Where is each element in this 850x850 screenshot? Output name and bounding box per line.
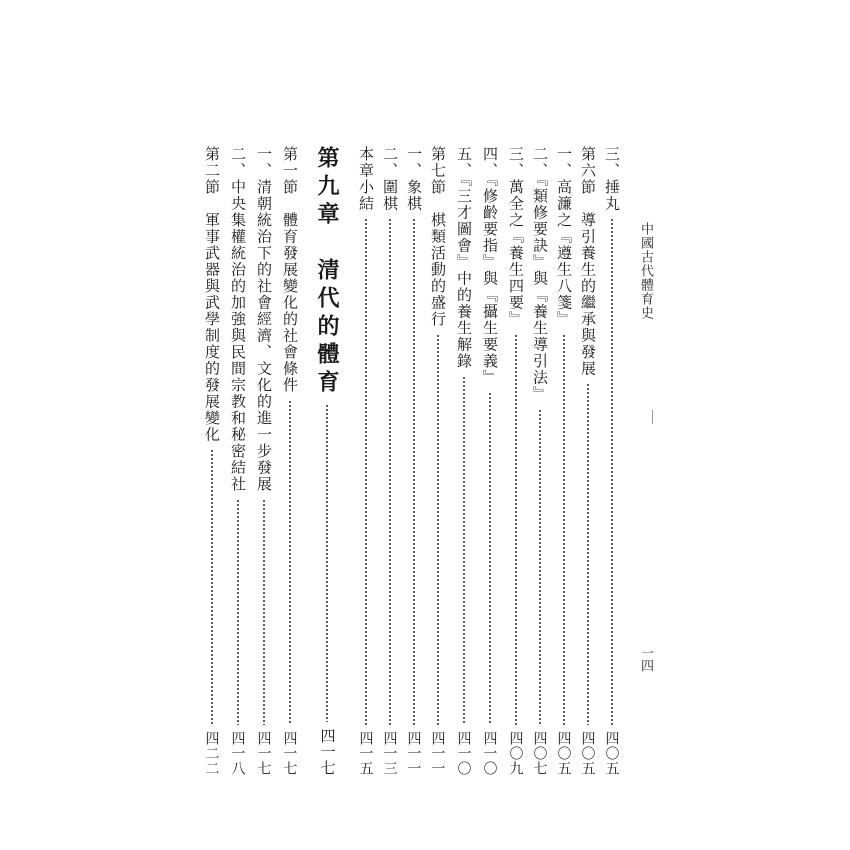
toc-entry (204, 146, 219, 776)
toc-entry-page: 四〇七 (531, 731, 548, 776)
toc-entry-title: 四、『修齡要指』與『攝生要義』 (481, 146, 499, 386)
toc-entry-title: 第七節 棋類活動的盛行 (429, 146, 447, 328)
toc-leader-dots (413, 218, 415, 725)
toc-chapter-title: 第九章 清代的體育 (314, 146, 340, 398)
toc-entry-title: 二、『類修要訣』與『養生導引法』 (531, 146, 549, 403)
toc-leader-dots (326, 404, 328, 722)
running-header-title: 中國古代體育史 (638, 222, 653, 320)
toc-chapter-entry (316, 146, 338, 776)
toc-entry-page: 四〇五 (555, 731, 572, 776)
toc-entry-title: 第六節 導引養生的繼承與發展 (579, 146, 597, 377)
toc-entry (604, 146, 619, 776)
toc-entry-page: 四一一 (405, 731, 422, 776)
margin-mark (652, 410, 653, 424)
toc-entry (456, 146, 471, 776)
toc-leader-dots (237, 499, 239, 726)
toc-leader-dots (539, 409, 541, 726)
toc-entry-title: 一、高濂之『遵生八箋』 (555, 146, 573, 328)
toc-entry-page: 四一七 (255, 731, 272, 776)
toc-entry (282, 146, 297, 776)
page-number: 一四 (638, 646, 653, 672)
toc-entry-page: 四〇九 (507, 731, 524, 776)
toc-entry (532, 146, 547, 776)
toc-entry-title: 第一節 體育發展變化的社會條件 (281, 146, 299, 394)
toc-entry-page: 四一七 (281, 731, 298, 776)
toc-entry-page: 四二二 (203, 731, 220, 776)
toc-leader-dots (211, 449, 213, 725)
toc-entry (382, 146, 397, 776)
toc-leader-dots (489, 392, 491, 725)
toc-entry-title: 三、捶丸 (603, 146, 621, 212)
toc-entry-page: 四一八 (229, 731, 246, 776)
toc-entry (508, 146, 523, 776)
toc-entry-page: 四〇五 (579, 731, 596, 776)
toc-entry-page: 四一五 (357, 731, 374, 776)
toc-entry-page: 四一〇 (481, 731, 498, 776)
toc-leader-dots (587, 383, 589, 725)
toc-entry (230, 146, 245, 776)
toc-entry (482, 146, 497, 776)
toc-entry (358, 146, 373, 776)
toc-entry (406, 146, 421, 776)
toc-entry (556, 146, 571, 776)
toc-entry-page: 四一一 (429, 731, 446, 776)
toc-entry-title: 二、中央集權統治的加強與民間宗教和秘密結社 (229, 146, 247, 493)
toc-leader-dots (515, 334, 517, 726)
toc-leader-dots (389, 218, 391, 725)
toc-entry-title: 二、圍棋 (381, 146, 399, 212)
toc-entry-page: 四一〇 (455, 731, 472, 776)
toc-entry (580, 146, 595, 776)
toc-leader-dots (611, 218, 613, 725)
toc-leader-dots (437, 334, 439, 726)
toc-leader-dots (365, 218, 367, 725)
toc-entry-title: 一、象棋 (405, 146, 423, 212)
toc-entry-title: 第二節 軍事武器與武學制度的發展變化 (203, 146, 221, 443)
toc-entry-page: 四一三 (381, 731, 398, 776)
toc-entry (430, 146, 445, 776)
toc-entry-title: 本章小結 (357, 146, 375, 212)
toc-leader-dots (289, 400, 291, 726)
toc-leader-dots (463, 376, 465, 726)
toc-leader-dots (563, 334, 565, 726)
toc-entry-title: 一、清朝統治下的社會經濟、文化的進一步發展 (255, 146, 273, 493)
toc-entry (256, 146, 271, 776)
toc-entry-page: 四一七 (318, 728, 337, 776)
toc-leader-dots (263, 499, 265, 726)
toc-entry-page: 四〇五 (603, 731, 620, 776)
toc-entry-title: 三、萬全之『養生四要』 (507, 146, 525, 328)
toc-entry-title: 五、『三才圖會』中的養生解錄 (455, 146, 473, 370)
